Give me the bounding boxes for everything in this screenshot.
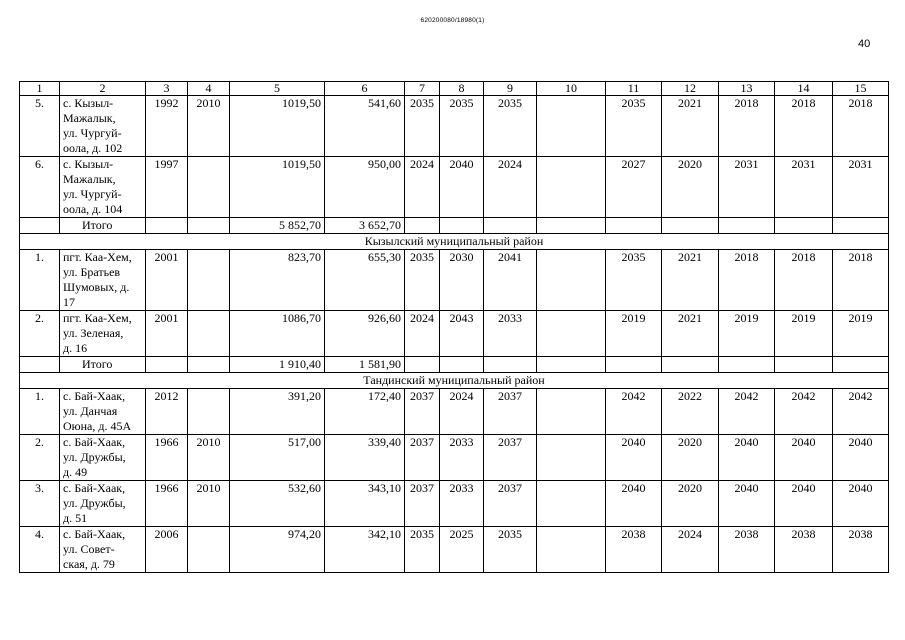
- table-cell: [606, 218, 662, 234]
- table-cell: 2040: [606, 435, 662, 481]
- table-cell: [146, 218, 188, 234]
- table-cell: 2031: [719, 157, 775, 218]
- table-cell: 2042: [606, 389, 662, 435]
- section-title: Кызылский муниципальный район: [20, 234, 889, 250]
- table-cell: 2033: [440, 481, 484, 527]
- table-cell: 2018: [775, 96, 833, 157]
- table-row: [20, 157, 889, 218]
- table-cell: [775, 218, 833, 234]
- table-cell: [484, 218, 537, 234]
- table-cell: [146, 357, 188, 373]
- table-cell: 2037: [484, 389, 537, 435]
- table-cell: 1.: [20, 389, 60, 435]
- table-cell: 5 852,70: [230, 218, 325, 234]
- table-cell: [719, 357, 775, 373]
- table-cell: 2024: [440, 389, 484, 435]
- table-cell: [537, 218, 606, 234]
- table-cell: [537, 311, 606, 357]
- table-cell: 343,10: [325, 481, 405, 527]
- table-cell: пгт. Каа-Хем, ул. Братьев Шумовых, д. 17: [60, 250, 146, 311]
- table-cell: 2037: [405, 481, 440, 527]
- table-cell: 2020: [662, 435, 719, 481]
- table-cell: [440, 218, 484, 234]
- table-cell: 2037: [405, 389, 440, 435]
- table-cell: 2010: [188, 435, 230, 481]
- document-id: 620200080/18980(1): [420, 17, 485, 24]
- table-cell: [484, 357, 537, 373]
- table-cell: 2024: [405, 311, 440, 357]
- table-cell: 974,20: [230, 527, 325, 573]
- table-cell: пгт. Каа-Хем, ул. Зеленая, д. 16: [60, 311, 146, 357]
- table-cell: 2035: [440, 96, 484, 157]
- table-cell: [188, 389, 230, 435]
- table-cell: 2018: [719, 250, 775, 311]
- table-cell: [20, 218, 60, 234]
- table-cell: 2043: [440, 311, 484, 357]
- table-cell: 172,40: [325, 389, 405, 435]
- table-cell: 2027: [606, 157, 662, 218]
- table-cell: 2031: [775, 157, 833, 218]
- table-cell: 823,70: [230, 250, 325, 311]
- table-cell: 2018: [775, 250, 833, 311]
- header-cell: 3: [146, 82, 188, 96]
- table-cell: 2021: [662, 311, 719, 357]
- table-cell: 2038: [719, 527, 775, 573]
- table-cell: 2038: [775, 527, 833, 573]
- header-cell: 8: [440, 82, 484, 96]
- table-cell: 1086,70: [230, 311, 325, 357]
- table-cell: 2031: [833, 157, 889, 218]
- table-cell: 2040: [719, 481, 775, 527]
- header-cell: 4: [188, 82, 230, 96]
- header-cell: 14: [775, 82, 833, 96]
- table-cell: [405, 357, 440, 373]
- table-cell: 2035: [405, 96, 440, 157]
- table-cell: 2035: [405, 527, 440, 573]
- table-cell: с. Кызыл- Мажалык, ул. Чургуй- оола, д. 102: [60, 96, 146, 157]
- table-cell: 2042: [719, 389, 775, 435]
- table-cell: 342,10: [325, 527, 405, 573]
- table-cell: 2020: [662, 481, 719, 527]
- table-cell: [188, 527, 230, 573]
- table-cell: 2024: [662, 527, 719, 573]
- table-cell: 2019: [719, 311, 775, 357]
- table-cell: 2019: [833, 311, 889, 357]
- table-cell: [537, 527, 606, 573]
- table-cell: 2022: [662, 389, 719, 435]
- table-cell: 2038: [833, 527, 889, 573]
- table-cell: 2021: [662, 96, 719, 157]
- table-cell: 4.: [20, 527, 60, 573]
- table-cell: 2040: [606, 481, 662, 527]
- table-cell: 517,00: [230, 435, 325, 481]
- table-cell: 2040: [833, 481, 889, 527]
- table-cell: 1019,50: [230, 157, 325, 218]
- table-cell: 339,40: [325, 435, 405, 481]
- table-cell: 2.: [20, 435, 60, 481]
- table-cell: с. Бай-Хаак, ул. Совет- ская, д. 79: [60, 527, 146, 573]
- table-cell: 2.: [20, 311, 60, 357]
- table-cell: [719, 218, 775, 234]
- table-cell: с. Бай-Хаак, ул. Дружбы, д. 51: [60, 481, 146, 527]
- table-cell: [775, 357, 833, 373]
- table-row: [20, 389, 889, 435]
- table-cell: 2024: [405, 157, 440, 218]
- table-cell: 2019: [775, 311, 833, 357]
- table-cell: 1966: [146, 435, 188, 481]
- table-cell: 2018: [833, 250, 889, 311]
- table-cell: 2035: [484, 96, 537, 157]
- table-cell: 2035: [606, 250, 662, 311]
- table-cell: 5.: [20, 96, 60, 157]
- header-cell: 6: [325, 82, 405, 96]
- table-cell: Итого: [60, 357, 146, 373]
- table-cell: [537, 481, 606, 527]
- total-row: [20, 357, 889, 373]
- table-cell: 1997: [146, 157, 188, 218]
- table-cell: 532,60: [230, 481, 325, 527]
- table-cell: 2018: [719, 96, 775, 157]
- table-cell: 541,60: [325, 96, 405, 157]
- table-cell: 2001: [146, 250, 188, 311]
- section-title: Тандинский муниципальный район: [20, 373, 889, 389]
- table-cell: с. Бай-Хаак, ул. Дружбы, д. 49: [60, 435, 146, 481]
- table-cell: 2037: [405, 435, 440, 481]
- housing-table: [19, 81, 889, 573]
- table-row: [20, 250, 889, 311]
- table-cell: 2033: [484, 311, 537, 357]
- table-cell: 1992: [146, 96, 188, 157]
- table-cell: [405, 218, 440, 234]
- table-cell: [537, 389, 606, 435]
- table-cell: с. Бай-Хаак, ул. Данчая Оюна, д. 45А: [60, 389, 146, 435]
- table-cell: 2035: [484, 527, 537, 573]
- table-cell: [833, 218, 889, 234]
- table-body: [20, 82, 889, 573]
- table-cell: 2010: [188, 96, 230, 157]
- table-cell: с. Кызыл- Мажалык, ул. Чургуй- оола, д. 104: [60, 157, 146, 218]
- table-cell: [833, 357, 889, 373]
- header-cell: 12: [662, 82, 719, 96]
- table-cell: 2010: [188, 481, 230, 527]
- table-row: [20, 311, 889, 357]
- table-cell: 2019: [606, 311, 662, 357]
- table-cell: 2037: [484, 481, 537, 527]
- table-cell: [537, 250, 606, 311]
- header-cell: 15: [833, 82, 889, 96]
- table-cell: 2021: [662, 250, 719, 311]
- header-cell: 7: [405, 82, 440, 96]
- header-cell: 10: [537, 82, 606, 96]
- table-cell: 2033: [440, 435, 484, 481]
- table-cell: 1019,50: [230, 96, 325, 157]
- table-cell: 2040: [719, 435, 775, 481]
- table-cell: 655,30: [325, 250, 405, 311]
- section-row: [20, 234, 889, 250]
- table-cell: [20, 357, 60, 373]
- table-cell: [662, 218, 719, 234]
- table-cell: [188, 218, 230, 234]
- table-cell: [537, 157, 606, 218]
- table-cell: 2006: [146, 527, 188, 573]
- table-cell: 1.: [20, 250, 60, 311]
- table-cell: 2037: [484, 435, 537, 481]
- page-number: 40: [858, 38, 871, 50]
- table-cell: 2030: [440, 250, 484, 311]
- table-cell: 2040: [775, 435, 833, 481]
- table-cell: [537, 435, 606, 481]
- table-cell: 926,60: [325, 311, 405, 357]
- table-cell: [440, 357, 484, 373]
- table-cell: [188, 157, 230, 218]
- total-row: [20, 218, 889, 234]
- header-cell: 2: [60, 82, 146, 96]
- table-row: [20, 527, 889, 573]
- table-cell: [537, 357, 606, 373]
- table-cell: [606, 357, 662, 373]
- table-cell: 2038: [606, 527, 662, 573]
- table-row: [20, 96, 889, 157]
- table-cell: [188, 250, 230, 311]
- header-cell: 11: [606, 82, 662, 96]
- table-cell: 2042: [775, 389, 833, 435]
- table-cell: 6.: [20, 157, 60, 218]
- table-cell: 2001: [146, 311, 188, 357]
- table-cell: Итого: [60, 218, 146, 234]
- header-cell: 9: [484, 82, 537, 96]
- table-cell: 2020: [662, 157, 719, 218]
- table-cell: 2040: [775, 481, 833, 527]
- header-cell: 5: [230, 82, 325, 96]
- table-cell: 2012: [146, 389, 188, 435]
- table-cell: 1966: [146, 481, 188, 527]
- table-cell: 2024: [484, 157, 537, 218]
- header-cell: 13: [719, 82, 775, 96]
- header-cell: 1: [20, 82, 60, 96]
- table-cell: 2035: [606, 96, 662, 157]
- header-row: [20, 82, 889, 96]
- table-cell: 1 581,90: [325, 357, 405, 373]
- table-cell: 2040: [440, 157, 484, 218]
- table-cell: [188, 311, 230, 357]
- table-cell: 391,20: [230, 389, 325, 435]
- table-cell: 2041: [484, 250, 537, 311]
- table-cell: [188, 357, 230, 373]
- section-row: [20, 373, 889, 389]
- table-cell: 2042: [833, 389, 889, 435]
- table-cell: 2025: [440, 527, 484, 573]
- table-cell: 2018: [833, 96, 889, 157]
- table-cell: 2040: [833, 435, 889, 481]
- table-row: [20, 435, 889, 481]
- table-cell: [662, 357, 719, 373]
- table-cell: 1 910,40: [230, 357, 325, 373]
- table-cell: 950,00: [325, 157, 405, 218]
- table-cell: 3 652,70: [325, 218, 405, 234]
- table-cell: [537, 96, 606, 157]
- table-cell: 3.: [20, 481, 60, 527]
- table-cell: 2035: [405, 250, 440, 311]
- table-row: [20, 481, 889, 527]
